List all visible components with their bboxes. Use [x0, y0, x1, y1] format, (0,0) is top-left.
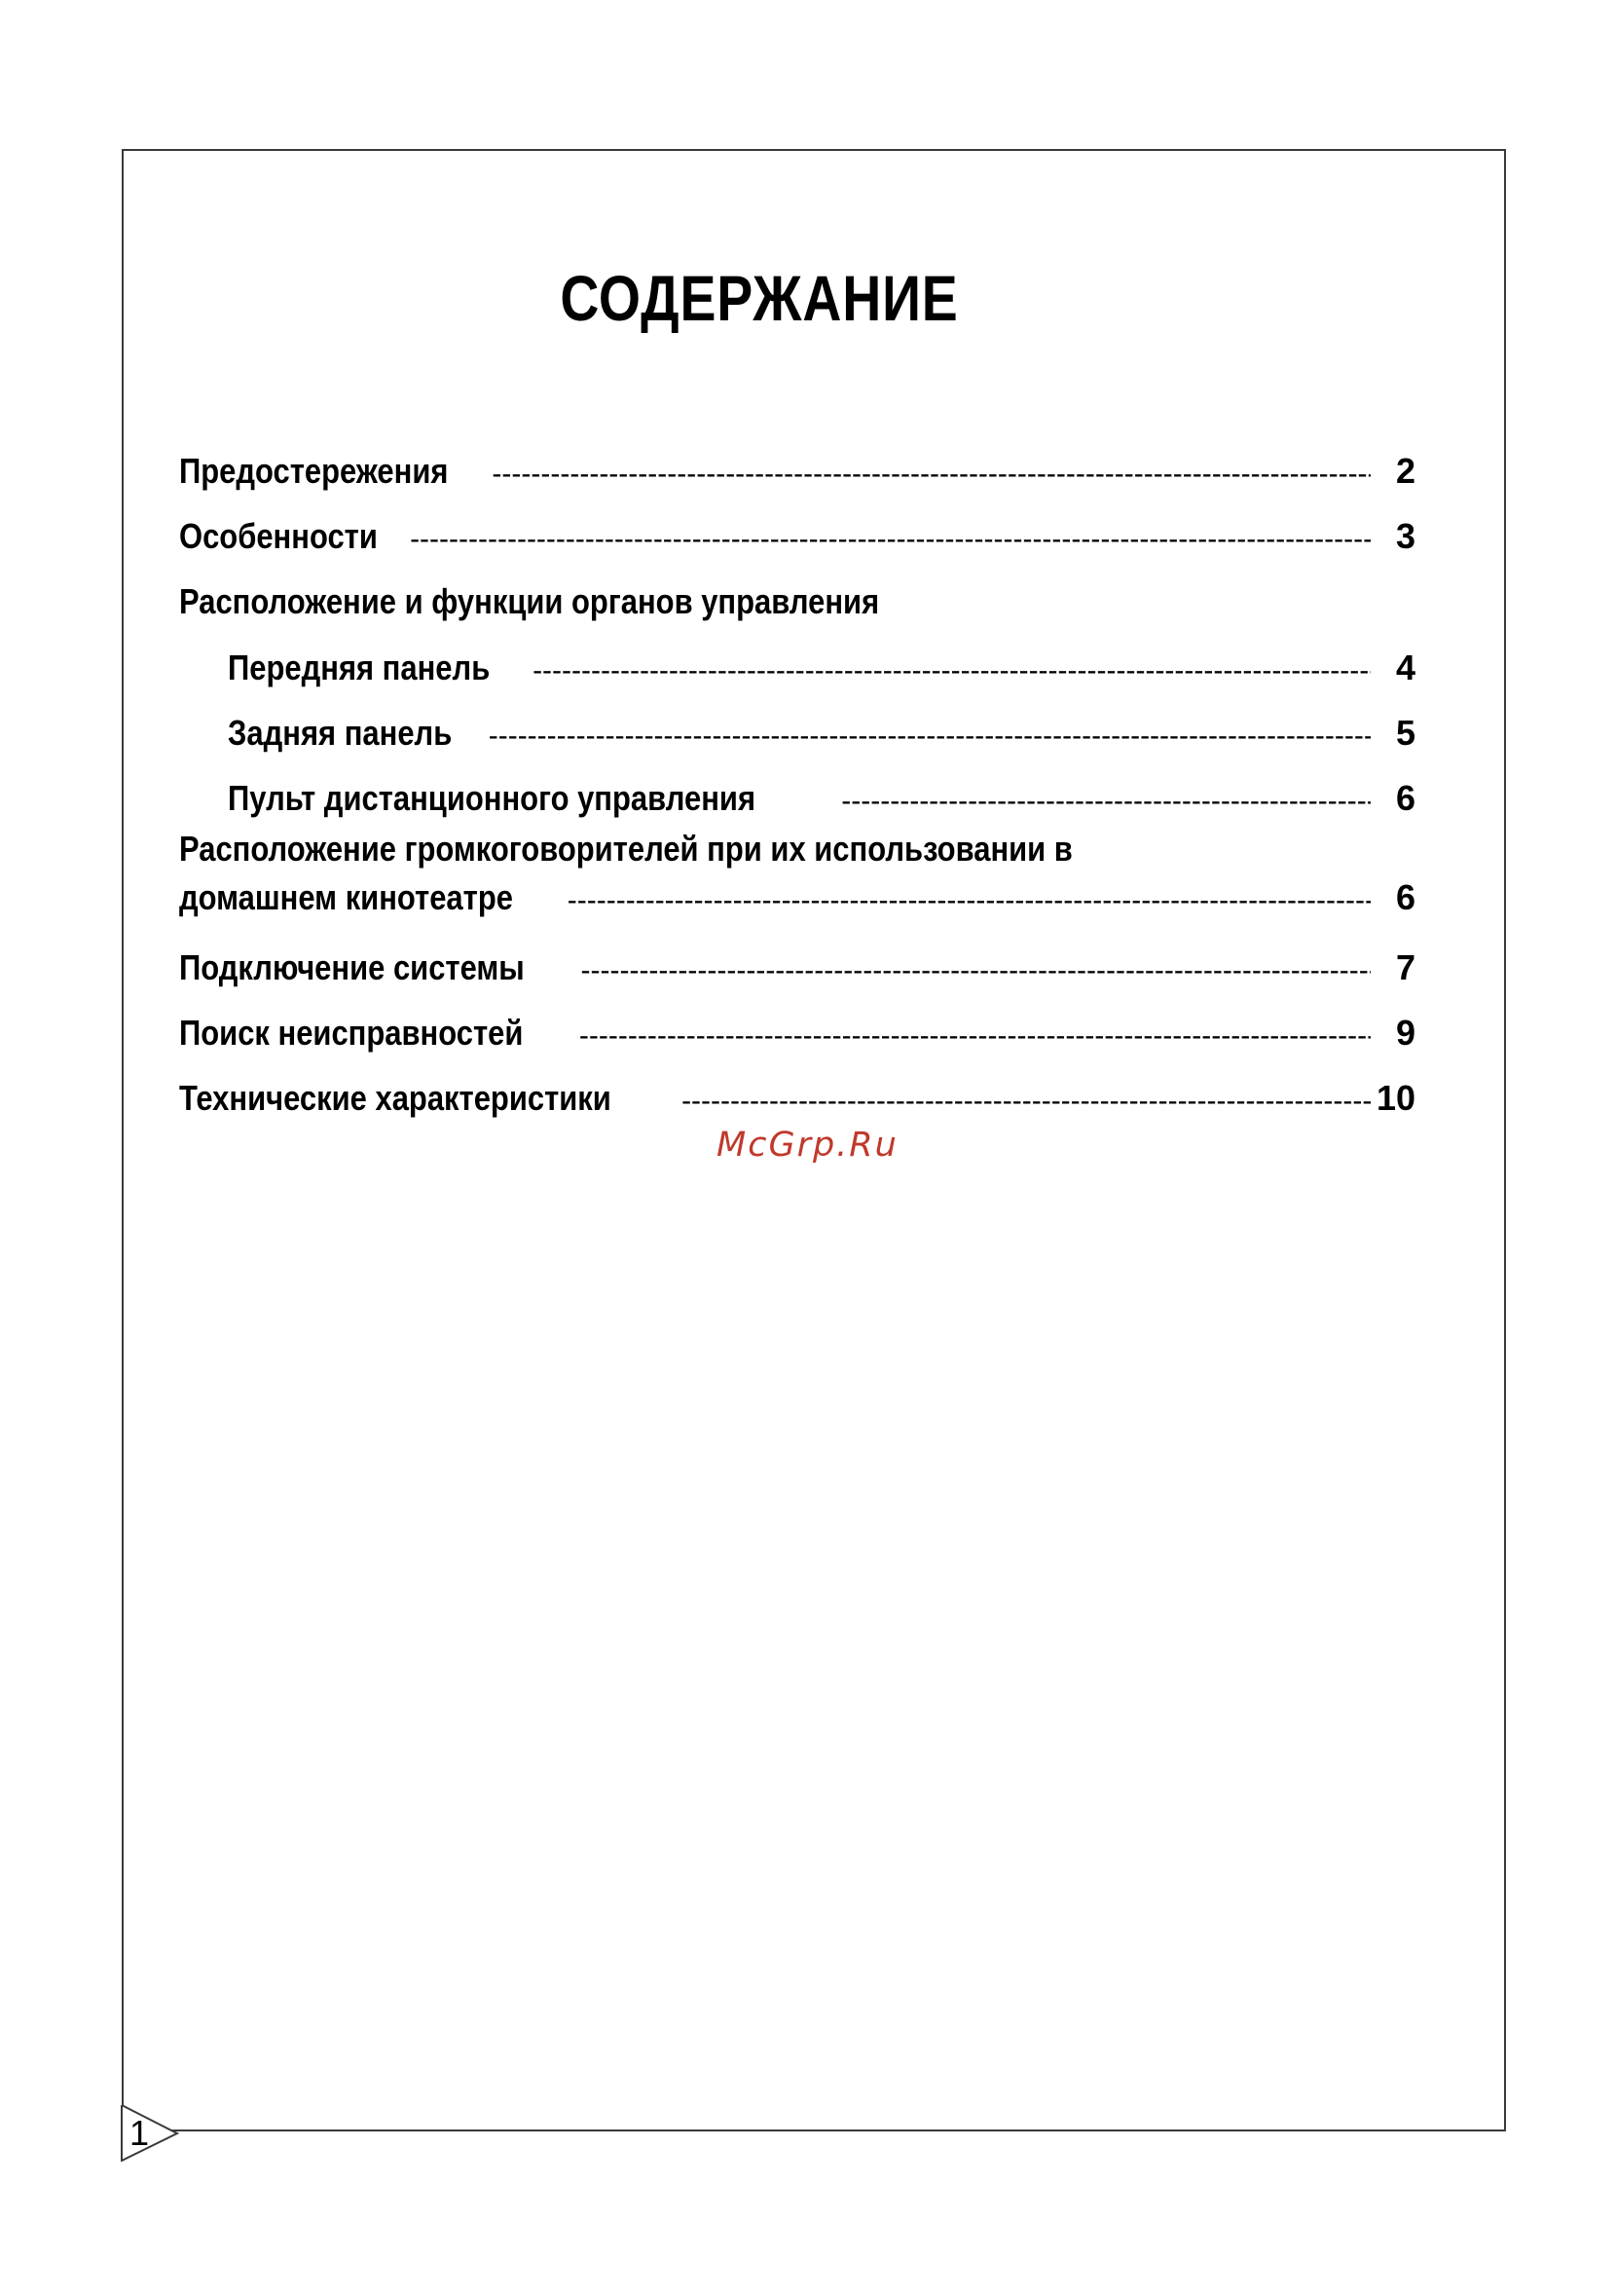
toc-leader [489, 720, 1371, 753]
toc-entry-label: Технические характеристики [179, 1078, 611, 1118]
toc-page-number: 10 [1376, 1078, 1415, 1118]
toc-entry-home-theater[interactable] [179, 877, 1415, 924]
toc-entry-troubleshooting[interactable] [179, 1013, 1415, 1059]
toc-page-number: 6 [1395, 877, 1415, 917]
toc-page-number: 4 [1395, 648, 1415, 687]
toc-entry-front-panel[interactable] [228, 648, 1415, 694]
page-number: 1 [129, 2113, 150, 2153]
toc-leader [681, 1085, 1371, 1118]
toc-leader [579, 1019, 1371, 1053]
toc-entry-label: Особенности [179, 516, 378, 556]
toc-leader [568, 884, 1371, 917]
watermark: McGrp.Ru [716, 1126, 899, 1165]
toc-page-number: 9 [1395, 1013, 1415, 1053]
toc-entry-remote-control[interactable] [228, 778, 1415, 825]
toc-entry-connection[interactable] [179, 947, 1415, 994]
toc-page-number: 5 [1395, 713, 1415, 753]
toc-entry-precautions[interactable] [179, 451, 1415, 498]
toc-entry-label: Задняя панель [228, 713, 453, 753]
toc-entry-specifications[interactable] [179, 1078, 1415, 1125]
toc-page-number: 7 [1395, 947, 1415, 987]
toc-page-number: 3 [1395, 516, 1415, 556]
page-title: СОДЕРЖАНИЕ [560, 262, 959, 334]
toc-leader [533, 654, 1371, 687]
toc-leader [410, 523, 1371, 556]
toc-leader [841, 785, 1371, 818]
toc-entry-label: Передняя панель [228, 648, 491, 687]
toc-entry-label: Подключение системы [179, 947, 525, 987]
toc-page-number: 2 [1395, 451, 1415, 491]
toc-section-controls: Расположение и функции органов управления [179, 581, 880, 621]
toc-leader [492, 458, 1371, 491]
toc-entry-label: Предостережения [179, 451, 449, 491]
toc-entry-features[interactable] [179, 516, 1415, 563]
toc-section-speakers: Расположение громкоговорителей при их использовании в [179, 829, 1073, 869]
toc-entry-label: Пульт дистанционного управления [228, 778, 756, 818]
toc-entry-rear-panel[interactable] [228, 713, 1415, 759]
toc-entry-label: домашнем кинотеатре [179, 877, 513, 917]
toc-entry-label: Поиск неисправностей [179, 1013, 524, 1053]
toc-leader [581, 954, 1372, 987]
toc-page-number: 6 [1395, 778, 1415, 818]
